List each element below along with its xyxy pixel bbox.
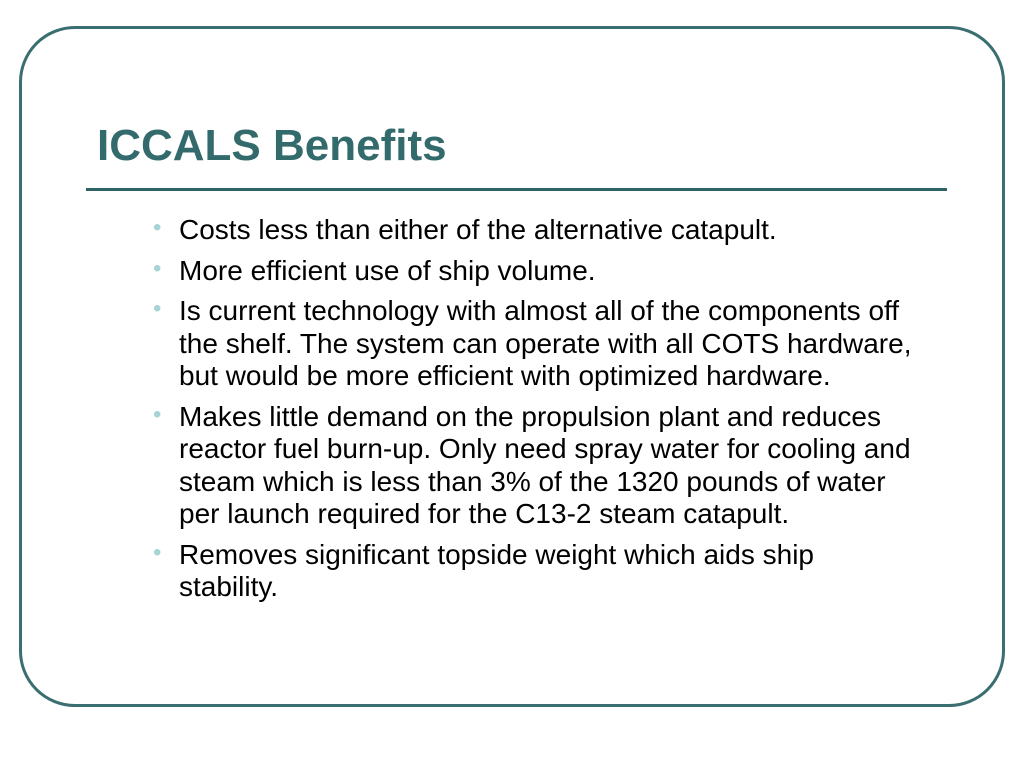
bullet-text: Costs less than either of the alternative catapult.: [179, 214, 777, 245]
bullet-text: Makes little demand on the propulsion plant and reduces reactor fuel burn-up. Only need spray water for cooling and steam which is less than 3% of the 1320 pounds of water per launch required for the C13-2 steam catapult.: [179, 400, 911, 529]
bullet-dot-icon: •: [153, 254, 162, 282]
bullet-item: [150, 539, 920, 604]
bullet-text: Removes significant topside weight which aids ship stability.: [179, 538, 814, 602]
bullet-dot-icon: •: [153, 214, 162, 241]
title-divider: [86, 188, 947, 191]
slide-title: ICCALS Benefits: [97, 121, 447, 170]
bullet-item: [150, 255, 920, 288]
bullet-dot-icon: •: [153, 400, 162, 428]
bullet-item: [150, 401, 920, 531]
bullet-list: [150, 214, 920, 612]
bullet-text: Is current technology with almost all of the components off the shelf. The system can operate with all COTS hardware, but would be more efficient with optimized hardware.: [179, 295, 912, 391]
bullet-dot-icon: •: [153, 295, 162, 322]
bullet-dot-icon: •: [153, 538, 162, 566]
bullet-item: [150, 295, 920, 393]
bullet-item: [150, 214, 920, 247]
bullet-text: More efficient use of ship volume.: [179, 254, 596, 286]
